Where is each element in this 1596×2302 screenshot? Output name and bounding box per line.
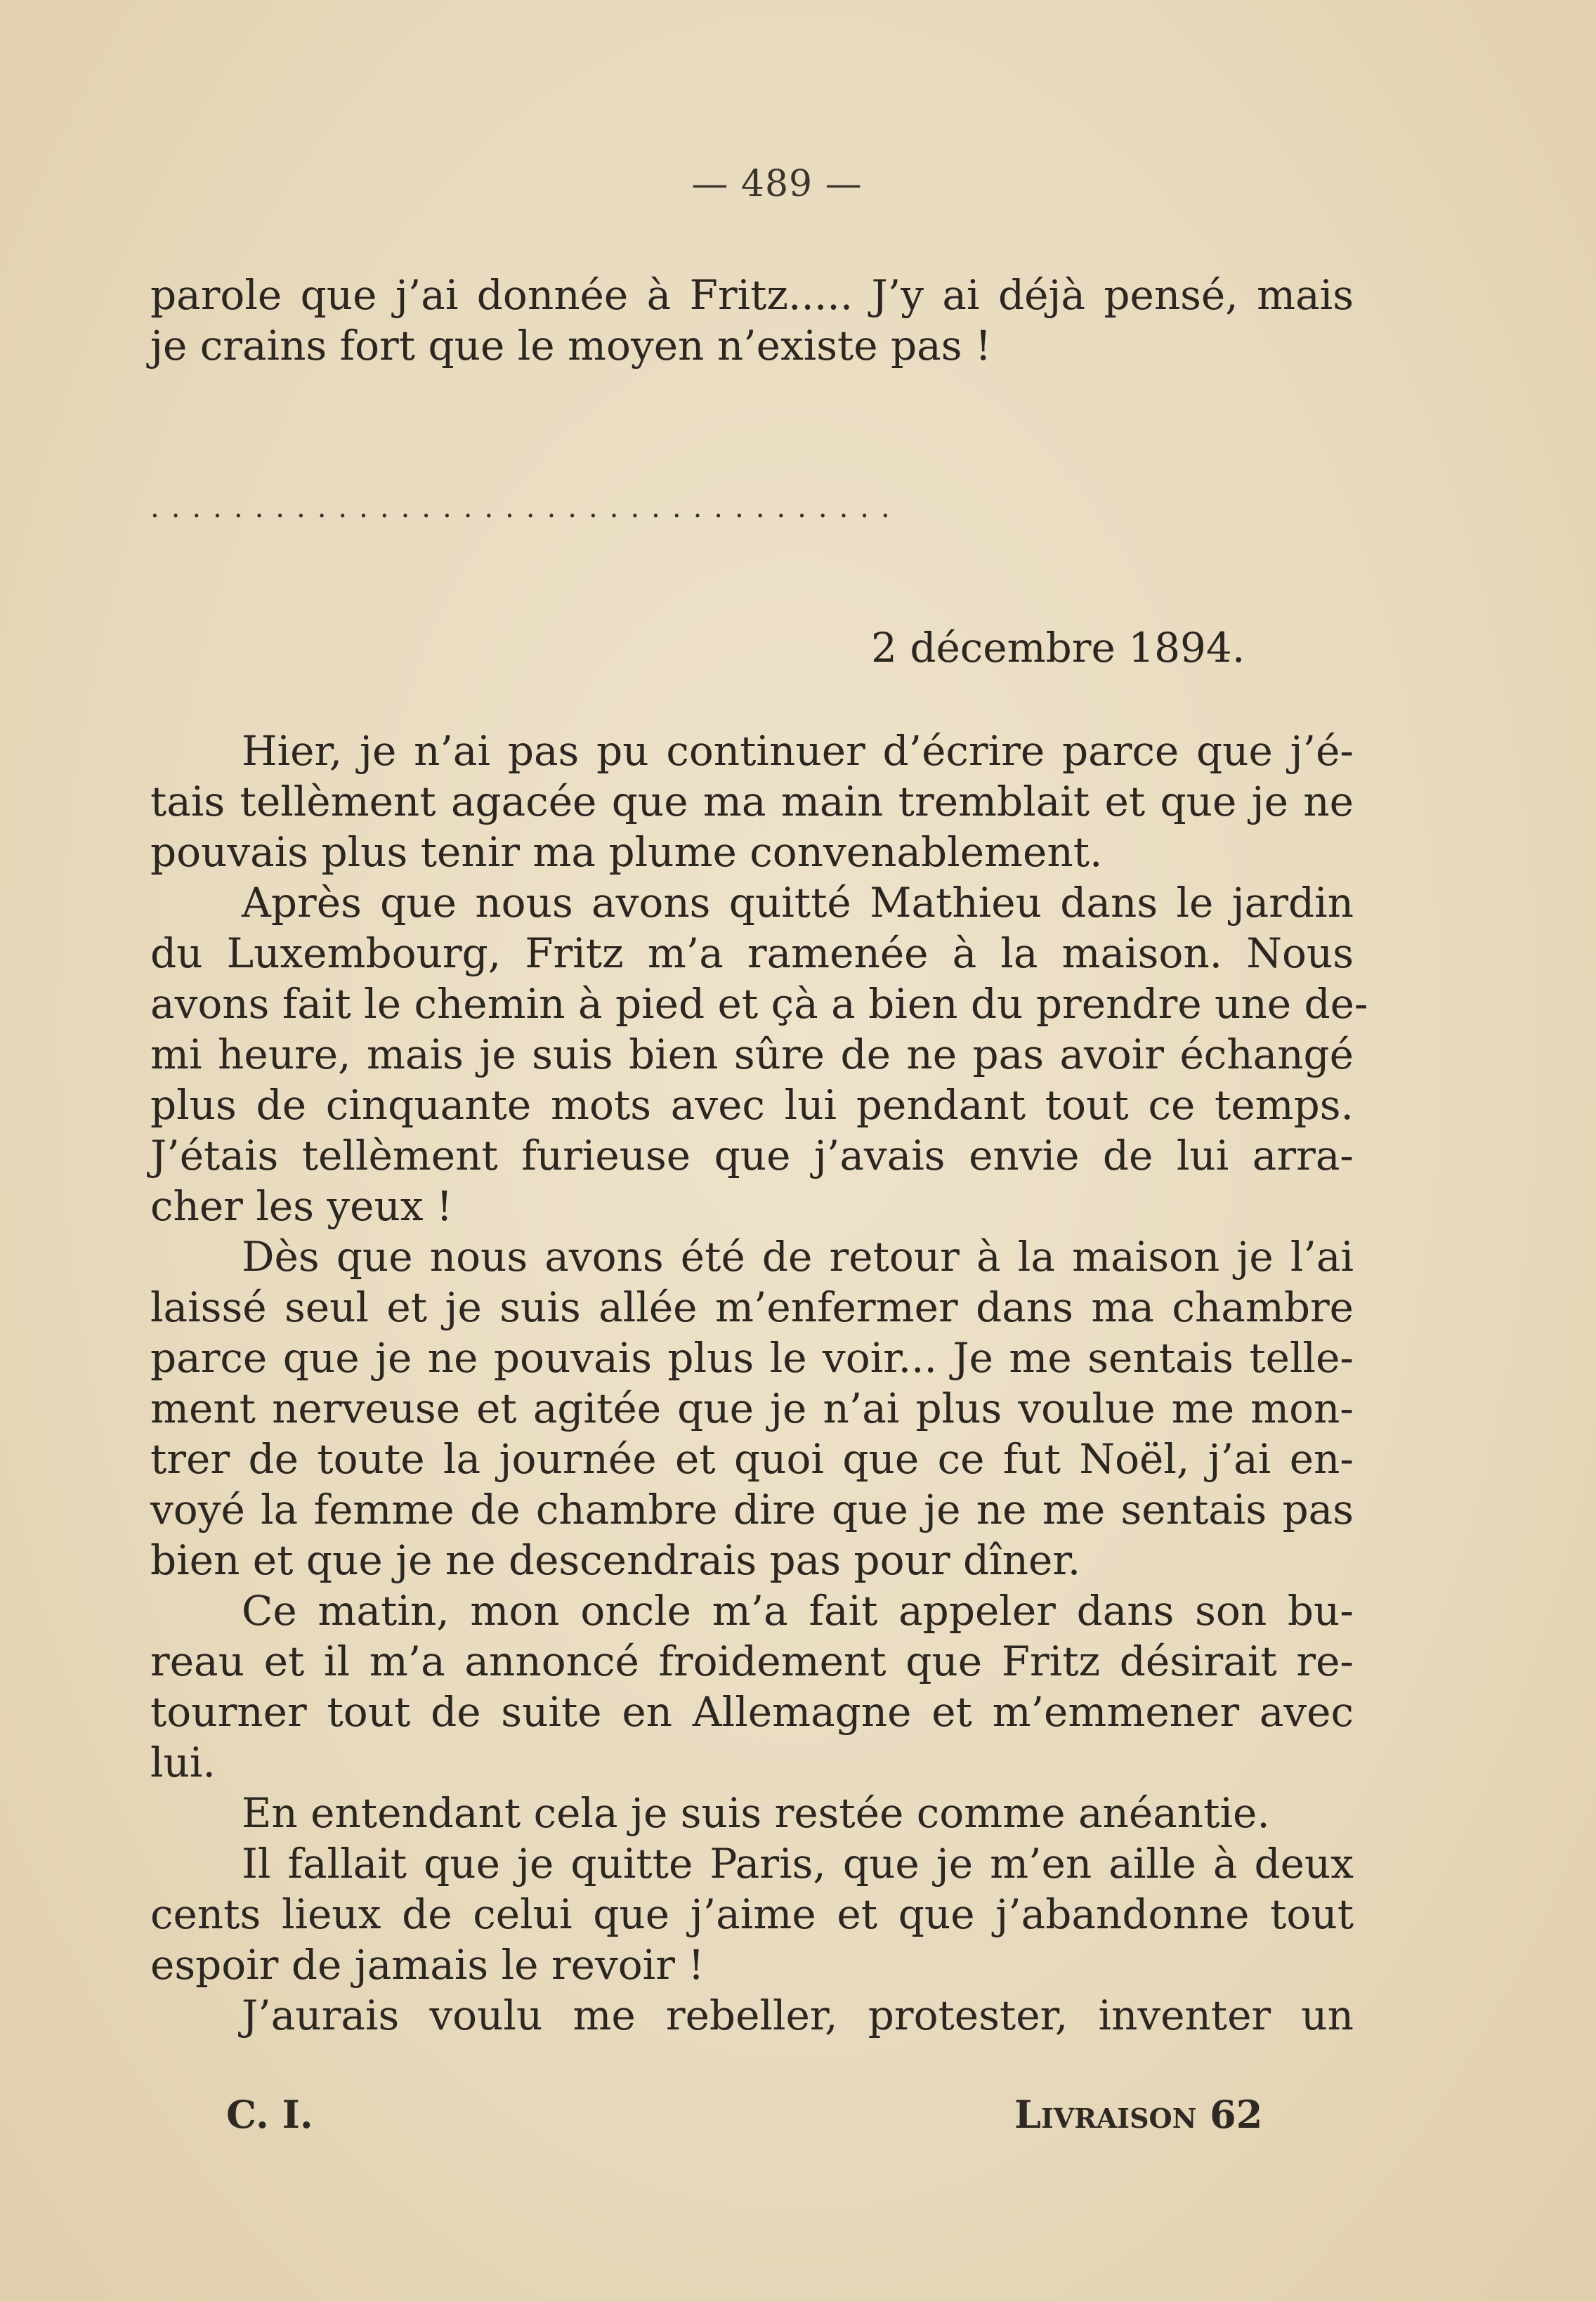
text-line: avons fait le chemin à pied et çà a bien du prendre une de-	[150, 980, 1368, 1028]
text-line: parce que je ne pouvais plus le voir... Je me sentais telle-	[150, 1334, 1354, 1382]
text-line: cents lieux de celui que j’aime et que j’abandonne tout	[150, 1890, 1354, 1938]
page-number: — 489 —	[691, 163, 863, 205]
text-line: je crains fort que le moyen n’existe pas !	[150, 322, 992, 370]
footer-signature: C. I.	[226, 2092, 313, 2137]
text-line: voyé la femme de chambre dire que je ne me sentais pas	[150, 1486, 1354, 1533]
text-line: plus de cinquante mots avec lui pendant tout ce temps.	[150, 1081, 1354, 1129]
text-line: En entendant cela je suis restée comme anéantie.	[242, 1789, 1270, 1837]
entry-date: 2 décembre 1894.	[871, 624, 1245, 672]
text-line: Après que nous avons quitté Mathieu dans le jardin	[242, 879, 1354, 927]
text-line: reau et il m’a annoncé froidement que Fritz désirait re-	[150, 1637, 1354, 1685]
opening-paragraph	[150, 270, 1354, 371]
text-line: trer de toute la journée et quoi que ce fut Noël, j’ai en-	[150, 1435, 1354, 1483]
text-line: J’étais tellèment furieuse que j’avais envie de lui arra-	[150, 1132, 1354, 1179]
text-line: du Luxembourg, Fritz m’a ramenée à la maison. Nous	[150, 929, 1354, 977]
text-line: bien et que je ne descendrais pas pour dîner.	[150, 1536, 1081, 1584]
text-line: Hier, je n’ai pas pu continuer d’écrire parce que j’é-	[242, 727, 1354, 775]
dotted-separator: ....................................	[150, 492, 902, 524]
text-line: Il fallait que je quitte Paris, que je m’en aille à deux	[242, 1840, 1354, 1888]
text-line: laissé seul et je suis allée m’enfermer dans ma chambre	[150, 1283, 1354, 1331]
text-line: tais tellèment agacée que ma main tremblait et que je ne	[150, 778, 1354, 825]
text-line: ment nerveuse et agitée que je n’ai plus voulue me mon-	[150, 1385, 1354, 1432]
diary-entry	[150, 726, 1368, 2041]
text-line: lui.	[150, 1739, 216, 1786]
text-line: espoir de jamais le revoir !	[150, 1941, 705, 1989]
text-line: cher les yeux !	[150, 1182, 453, 1230]
text-line: mi heure, mais je suis bien sûre de ne pas avoir échangé	[150, 1031, 1354, 1078]
text-line: Dès que nous avons été de retour à la maison je l’ai	[242, 1233, 1354, 1281]
text-line: Ce matin, mon oncle m’a fait appeler dans son bu-	[242, 1587, 1354, 1635]
footer-livraison: Livraison 62	[1014, 2092, 1263, 2137]
text-line: tourner tout de suite en Allemagne et m’emmener avec	[150, 1688, 1354, 1736]
text-line: J’aurais voulu me rebeller, protester, inventer un	[242, 1992, 1354, 2039]
text-line: parole que j’ai donnée à Fritz..... J’y ai déjà pensé, mais	[150, 271, 1354, 319]
text-line: pouvais plus tenir ma plume convenablement.	[150, 828, 1103, 876]
